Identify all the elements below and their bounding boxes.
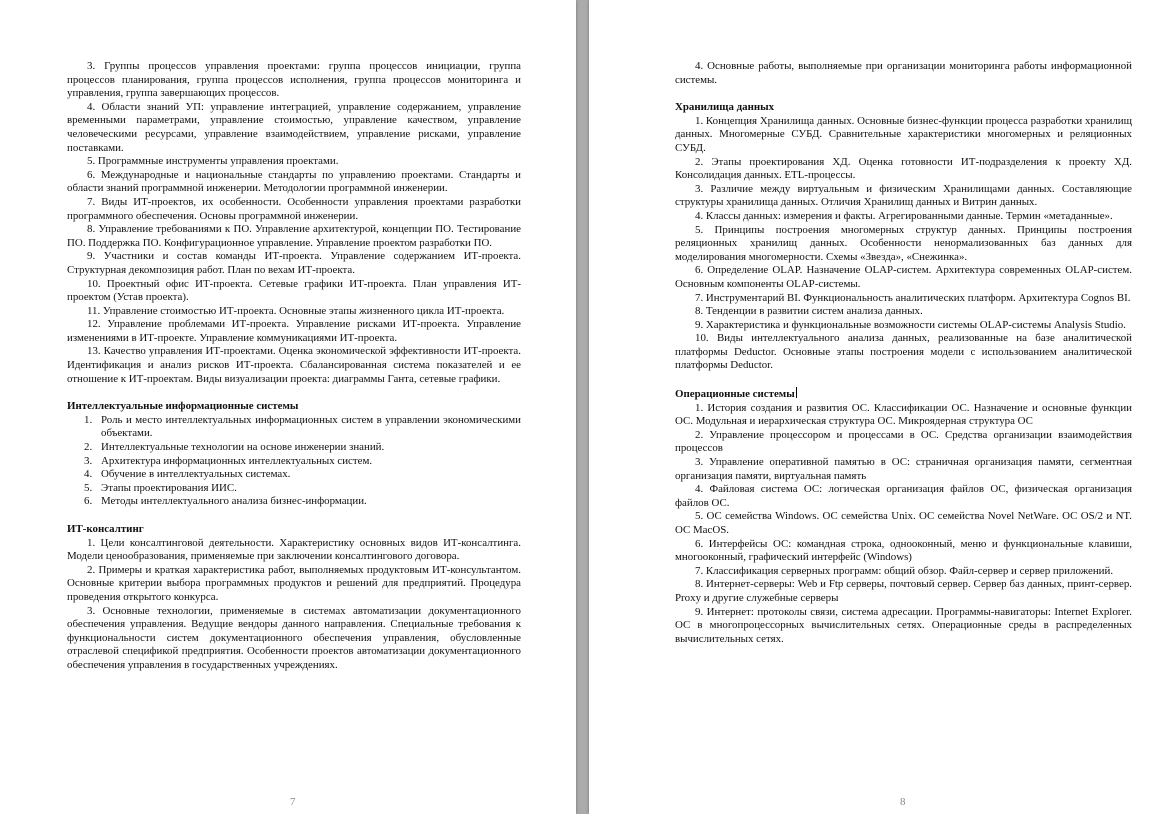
list-item: 8. Управление требованиями к ПО. Управление архитектурой, концепции ПО. Тестирование ПО. Поддержка ПО. Конфигурационное управление. Управление проектом разработки ПО.	[67, 223, 521, 249]
list-item: 3. Различие между виртуальным и физическим Хранилищами данных. Составляющие структуры хранилища данных. Отличия Хранилищ данных и Витрин данных.	[675, 182, 1132, 209]
list-item: 9. Характеристика и функциональные возможности системы OLAP-системы Analysis Studio.	[695, 318, 1126, 331]
list-item: 13. Качество управления ИТ-проектами. Оценка экономической эффективности ИТ-проекта. Идентификация и анализ рисков ИТ-проекта. Сбалансированная система показателей и ее отношение к ИТ-проектам. Виды визуализации проекта: диаграммы Ганта, сетевые графики.	[67, 345, 521, 385]
list-item: 1. Цели консалтинговой деятельности. Характеристику основных видов ИТ-консалтинга. Модели ценообразования, применяемые при заключении консалтингового договора.	[67, 536, 521, 563]
list-item: 5. Программные инструменты управления проектами.	[87, 155, 339, 168]
list-item: 6. Международные и национальные стандарты по управлению проектами. Стандарты и области знаний программной инженерии. Методологии программной инженерии.	[67, 168, 521, 195]
list-item: 11. Управление стоимостью ИТ-проекта. Основные этапы жизненного цикла ИТ-проекта.	[87, 304, 505, 317]
list-item: 5. ОС семейства Windows. ОС семейства Unix. ОС семейства Novel NetWare. ОС OS/2 и NT. ОС MacOS.	[675, 510, 1132, 536]
list-item: 1. История создания и развития ОС. Классификации ОС. Назначение и основные функции ОС. Модульная и иерархическая структура ОС. Микроядерная структура ОС	[675, 401, 1132, 428]
list-item: 8. Интернет-серверы: Web и Ftp серверы, почтовый сервер. Сервер баз данных, принт-сервер. Proxy и другие служебные серверы	[675, 578, 1132, 604]
list-item: 3. Группы процессов управления проектами: группа процессов инициации, группа процессов планирования, группа процессов исполнения, группа процессов мониторинга и управления, группа завершающих процессов.	[67, 60, 521, 100]
list-item: 7. Классификация серверных программ: общий обзор. Файл-сервер и сервер приложений.	[695, 564, 1114, 577]
section-heading-dwh: Хранилища данных	[675, 101, 775, 114]
list-item: 2. Примеры и краткая характеристика работ, выполняемых продуктовым ИТ-консультантом. Основные критерии выбора программных продуктов и решений для предприятий. Процедура проведения открытого конкурса.	[67, 563, 521, 603]
list-item: 3. Управление оперативной памятью в ОС: страничная организация памяти, сегментная организация памяти, виртуальная память	[675, 456, 1132, 482]
page-text-left[interactable]	[67, 60, 521, 673]
list-item: 5. Принципы построения многомерных структур данных. Принципы построения реляционных хранилищ данных. Особенности ненормализованных баз данных для моделирования многомерности. Схемы «Звезда», «Снежинка».	[675, 223, 1132, 263]
list-item: 12. Управление проблемами ИТ-проекта. Управление рисками ИТ-проекта. Управление изменениями в ИТ-проекте. Управление коммуникациями ИТ-проекта.	[67, 318, 521, 344]
section-heading-iis: Интеллектуальные информационные системы	[67, 400, 299, 413]
list-item: 6. Определение OLAP. Назначение OLAP-систем. Архитектура современных OLAP-систем. Основным компоненты OLAP-системы.	[675, 264, 1132, 290]
list-item: 3. Архитектура информационных интеллектуальных систем.	[84, 454, 373, 467]
list-item: 8. Тенденции в развитии систем анализа данных.	[695, 305, 923, 318]
list-item: 4. Файловая система ОС: логическая организация файлов ОС, физическая организация файлов ОС.	[675, 483, 1132, 509]
list-item: 4. Основные работы, выполняемые при организации мониторинга работы информационной системы.	[675, 60, 1132, 86]
list-item: 2. Этапы проектирования ХД. Оценка готовности ИТ-подразделения к проекту ХД. Консолидация данных. ETL-процессы.	[675, 155, 1132, 182]
list-item: 6. Методы интеллектуального анализа бизнес-информации.	[84, 495, 367, 508]
list-item: 6. Интерфейсы ОС: командная строка, однооконный, меню и функциональные клавиши, многооконный, графический интерфейс (Windows)	[675, 537, 1132, 564]
list-item: 4. Классы данных: измерения и факты. Агрегированными данные. Термин «метаданные».	[695, 209, 1113, 222]
list-item: 3. Основные технологии, применяемые в системах автоматизации документационного обеспечения управления. Ведущие вендоры данного направления. Специальные требования к функциональности систем документационного обеспечения управления, обусловленные отраслевой спецификой предприятия. Особенности проектов автоматизации документационного обеспечения управления в государственных учреждениях.	[67, 604, 521, 671]
page-number: 8	[900, 796, 906, 808]
list-item: 9. Интернет: протоколы связи, система адресации. Программы-навигаторы: Internet Explorer. ОС в многопроцессорных вычислительных сетях. Операционные среды в распределенных вычислительных сетях.	[675, 605, 1132, 645]
list-item: 10. Проектный офис ИТ-проекта. Сетевые графики ИТ-проекта. План управления ИТ-проектом (Устав проекта).	[67, 277, 521, 304]
list-item: 1. Концепция Хранилища данных. Основные бизнес-функции процесса разработки хранилищ данных. Многомерные СУБД. Сравнительные характеристики многомерных и реляционных СУБД.	[675, 114, 1132, 154]
document-page-right	[589, 0, 1161, 814]
document-page-left	[0, 0, 576, 814]
list-item: 5. Этапы проектирования ИИС.	[84, 481, 237, 494]
page-text-right[interactable]	[675, 60, 1132, 646]
list-item: 10. Виды интеллектуального анализа данных, реализованные на базе аналитической платформы Deductor. Основные этапы построения модели с использованием аналитической платформы Deductor.	[675, 332, 1132, 372]
list-item: 2. Интеллектуальные технологии на основе инженерии знаний.	[84, 441, 385, 454]
list-item: 4. Обучение в интеллектуальных системах.	[84, 468, 291, 481]
section-heading-consulting: ИТ-консалтинг	[67, 523, 144, 535]
iis-numbered-list	[67, 414, 521, 509]
list-item: 4. Области знаний УП: управление интеграцией, управление содержанием, управление временными параметрами, управление стоимостью, управление качеством, управление человеческими ресурсами, управление взаимодействием, управление рисками, управление поставками.	[67, 100, 521, 154]
list-item: 7. Инструментарий BI. Функциональность аналитических платформ. Архитектура Cognos BI.	[695, 291, 1131, 304]
list-item: 1. Роль и место интеллектуальных информационных систем в управлении экономическими объектами.	[84, 413, 521, 440]
list-item: 7. Виды ИТ-проектов, их особенности. Особенности управления проектами разработки программного обеспечения. Основы программной инженерии.	[67, 195, 521, 222]
section-heading-os: Операционные системы	[675, 388, 795, 401]
page-number: 7	[290, 796, 296, 808]
list-item: 9. Участники и состав команды ИТ-проекта. Управление содержанием ИТ-проекта. Структурная декомпозиция работ. План по вехам ИТ-проекта.	[67, 250, 521, 276]
text-cursor	[796, 387, 797, 398]
list-item: 2. Управление процессором и процессами в ОС. Средства организации взаимодействия процессов	[675, 428, 1132, 455]
